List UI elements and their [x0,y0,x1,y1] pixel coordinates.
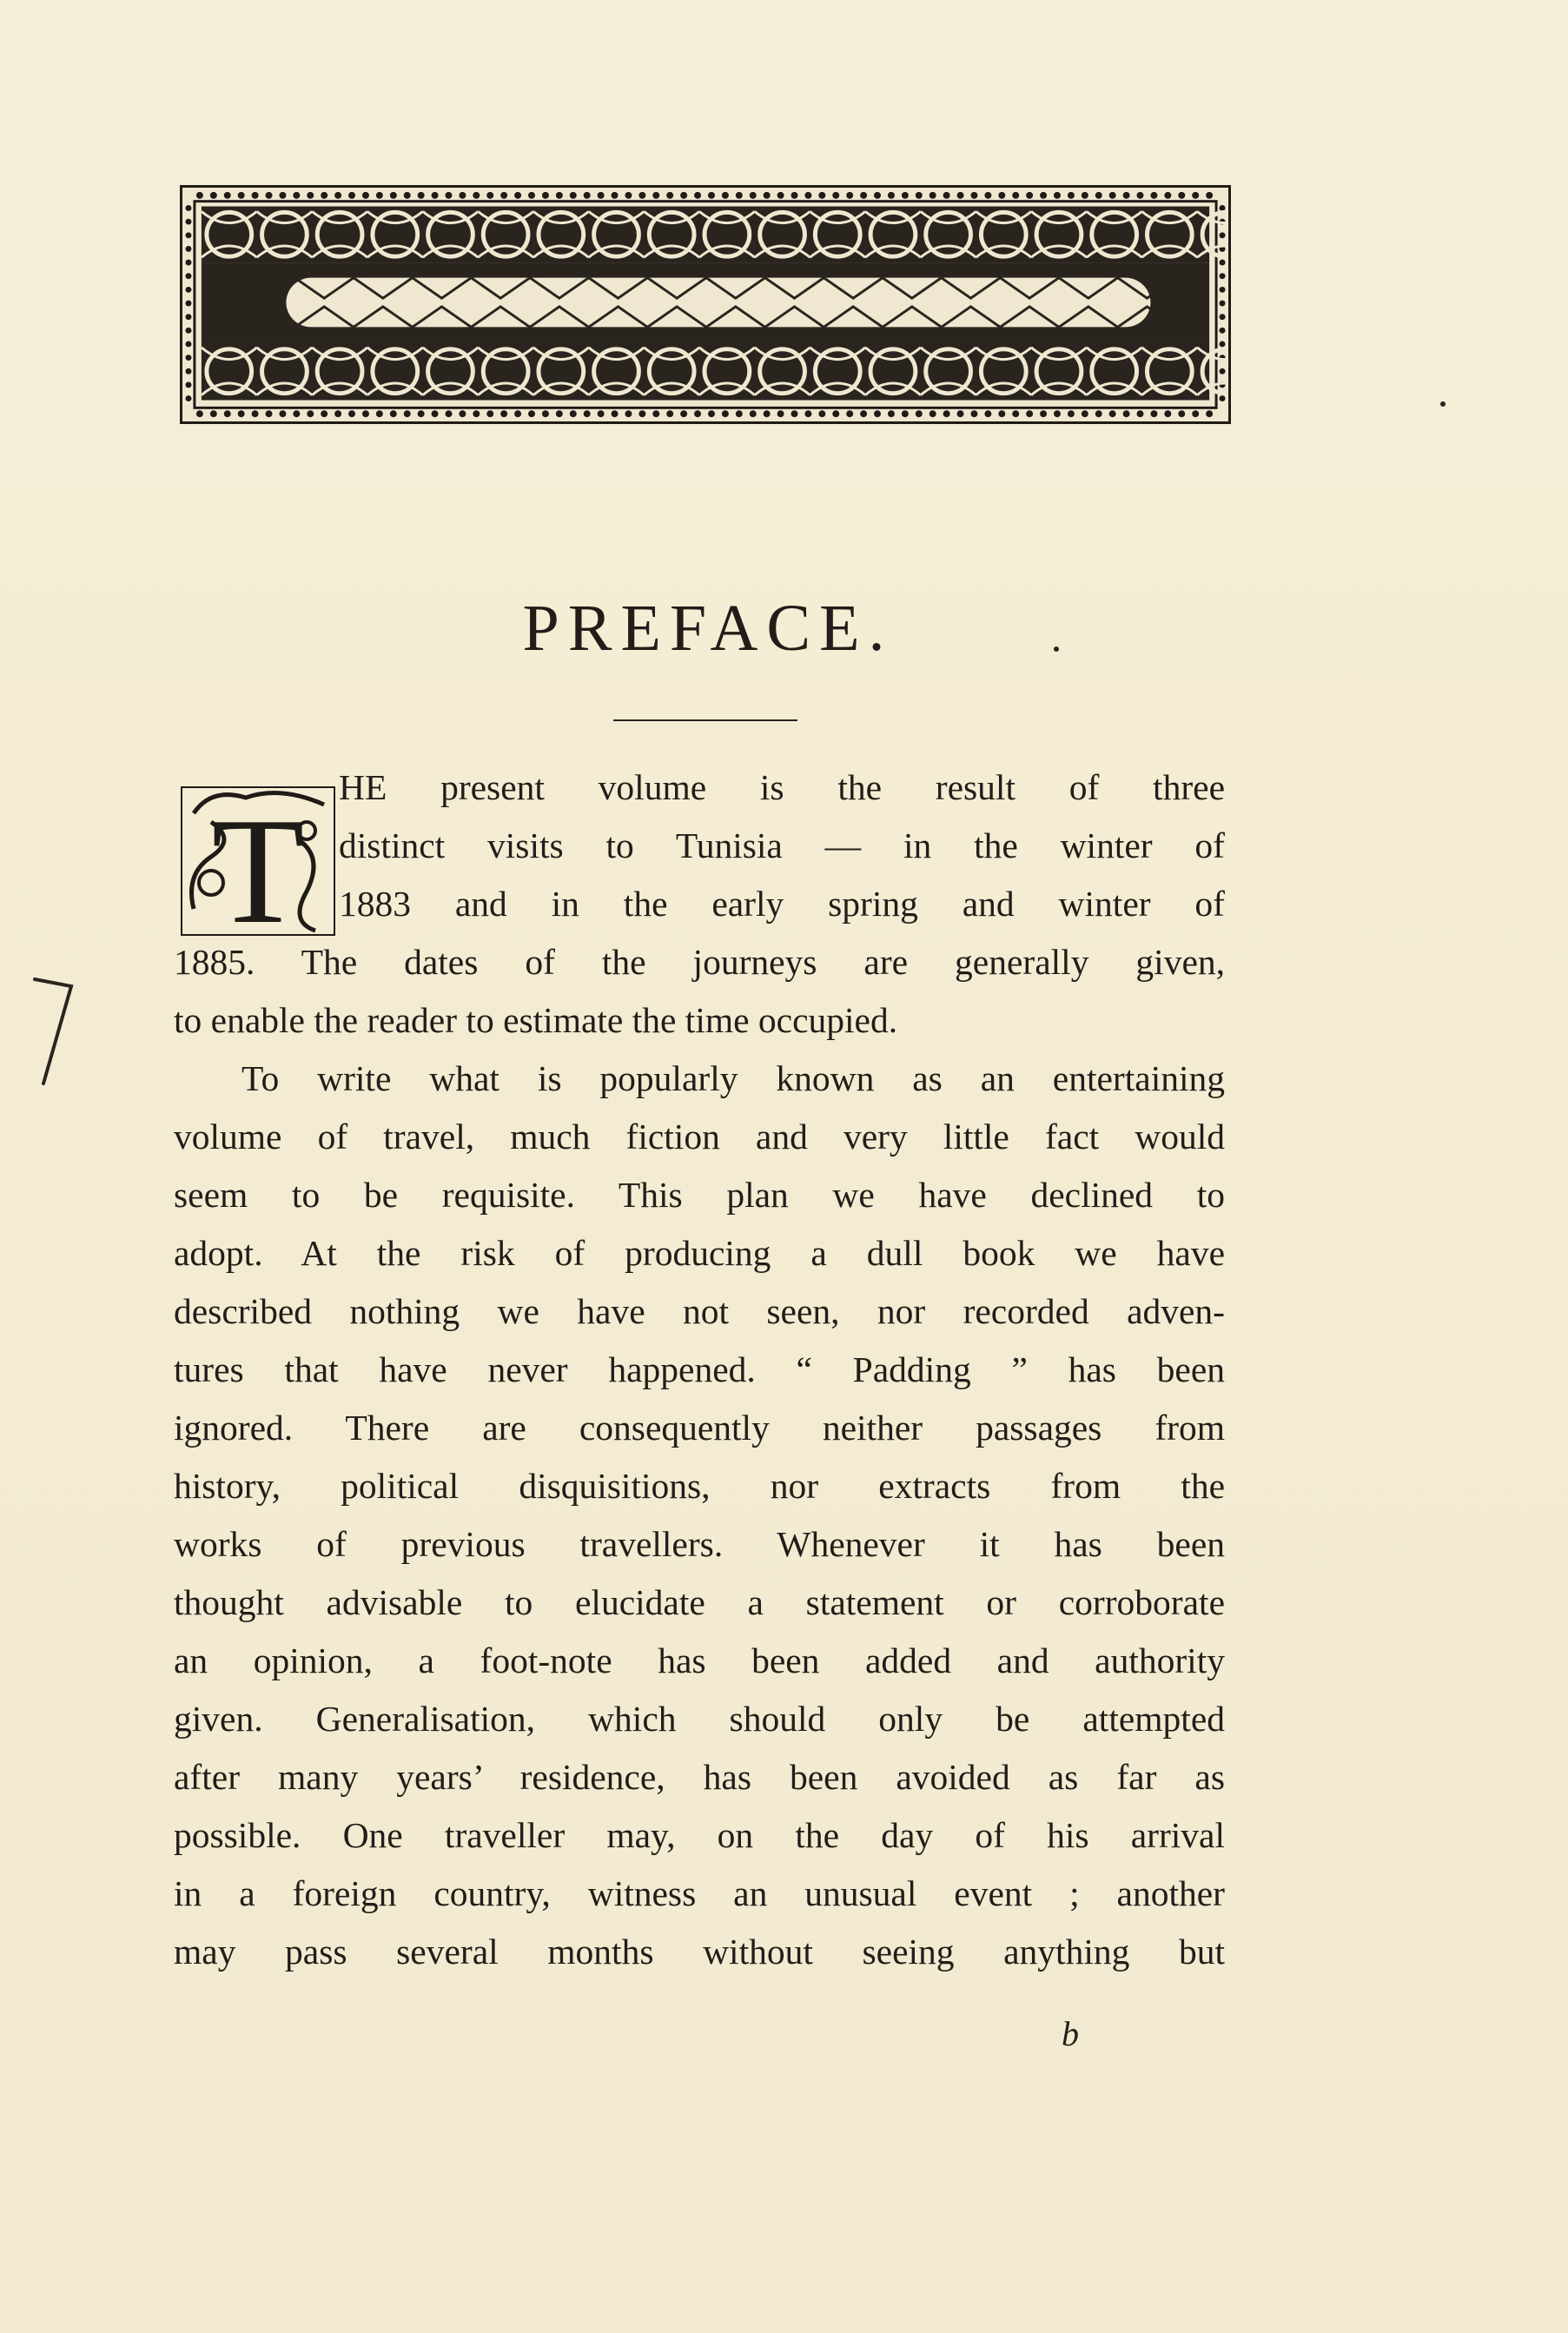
text-line: tures that have never happened. “ Padding ” has been [174,1349,1225,1389]
text-line: seem to be requisite. This plan we have declined to [174,1175,1225,1215]
text-line: described nothing we have not seen, nor recorded adven- [174,1291,1225,1331]
text-line: given. Generalisation, which should only be attempted [174,1699,1225,1739]
header-ornament [180,185,1231,424]
text-line: 1883 and in the early spring and winter of [339,884,1225,924]
text-line: To write what is popularly known as an entertaining [241,1058,1225,1098]
text-line: volume of travel, much fiction and very little fact would [174,1117,1225,1157]
margin-pencil-mark-icon [26,969,87,1090]
text-line: HE present volume is the result of three [339,767,1225,807]
text-line: an opinion, a foot-note has been added and authority [174,1640,1225,1680]
stray-dot [1054,646,1059,652]
text-line: 1885. The dates of the journeys are generally given, [174,942,1225,982]
ornate-initial-icon [176,779,340,944]
text-line: thought advisable to elucidate a statement or corroborate [174,1582,1225,1622]
title-divider [613,719,797,721]
text-line: in a foreign country, witness an unusual event ; another [174,1873,1225,1913]
signature-mark: b [1062,2014,1079,2053]
drop-cap [176,779,340,944]
page-title: PREFACE. [522,592,894,665]
stray-dot [1440,401,1446,407]
text-line: to enable the reader to estimate the time occupied. [174,1000,898,1040]
text-line: possible. One traveller may, on the day of his arrival [174,1815,1225,1855]
text-line: adopt. At the risk of producing a dull book we have [174,1233,1225,1273]
text-line: works of previous travellers. Whenever it has been [174,1524,1225,1564]
text-line: ignored. There are consequently neither passages from [174,1408,1225,1448]
text-line: may pass several months without seeing anything but [174,1932,1225,1972]
text-line: distinct visits to Tunisia — in the winter of [339,825,1225,865]
arabesque-band-icon [182,188,1228,421]
text-line: history, political disquisitions, nor extracts from the [174,1466,1225,1506]
text-line: after many years’ residence, has been avoided as far as [174,1757,1225,1797]
drop-cap-letter: T [211,786,305,944]
